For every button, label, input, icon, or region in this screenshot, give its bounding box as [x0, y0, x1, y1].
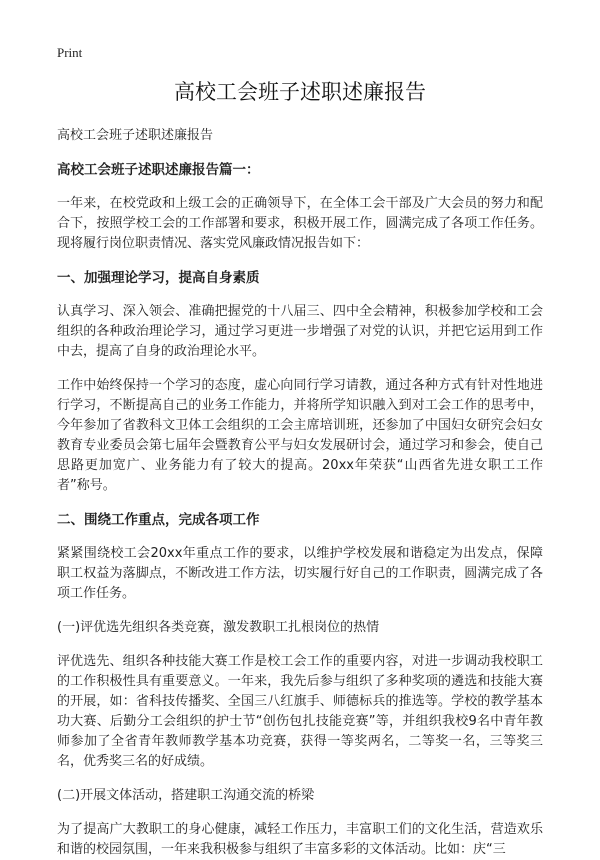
section1-paragraph-1: 认真学习、深入领会、准确把握党的十八届三、四中全会精神，积极参加学校和工会组织的各种政治理论学习，通过学习更进一步增强了对党的认识，并把它运用到工作中去，提高了自身的政治理论水平。 [57, 304, 543, 359]
document-title: 高校工会班子述职述廉报告 [174, 80, 426, 104]
subsection-heading-1: (一)评优选先组织各类竞赛，激发教职工扎根岗位的热情 [57, 620, 380, 635]
section1-paragraph-2: 工作中始终保持一个学习的态度，虚心向同行学习请教，通过各种方式有针对性地进行学习，不断提高自己的业务工作能力，并将所学知识融入到对工会工作的思考中，今年参加了省教科文卫体工会组织的工会主席培训班，还参加了中国妇女研究会妇女教育专业委员会第七届年会暨教育公平与妇女发展研讨会，通过学习和参会，使自己思路更加宽广、业务能力有了较大的提高。20xx年荣获“山西省先进女职工工作者”称号。 [57, 378, 543, 493]
section2-paragraph-1: 紧紧围绕校工会20xx年重点工作的要求，以维护学校发展和谐稳定为出发点，保障职工权益为落脚点，不断改进工作方法，切实履行好自己的工作职责，圆满完成了各项工作任务。 [57, 546, 543, 601]
part-heading: 高校工会班子述职述廉报告篇一： [57, 162, 260, 178]
section-heading-2: 二、围绕工作重点，完成各项工作 [57, 512, 260, 528]
document-subtitle: 高校工会班子述职述廉报告 [57, 128, 214, 143]
intro-paragraph: 一年来，在校党政和上级工会的正确领导下，在全体工会干部及广大会员的努力和配合下，按照学校工会的工作部署和要求，积极开展工作，圆满完成了各项工作任务。现将履行岗位职责情况、落实党风廉政情况报告如下： [57, 196, 543, 251]
subsection2-paragraph: 为了提高广大教职工的身心健康，减轻工作压力，丰富职工们的文化生活，营造欢乐和谐的校园氛围，一年来我积极参与组织了丰富多彩的文体活动。比如：庆“三 [57, 822, 543, 857]
print-link[interactable]: Print [57, 45, 83, 60]
subsection1-paragraph: 评优选先、组织各种技能大赛工作是校工会工作的重要内容，对进一步调动我校职工的工作积极性具有重要意义。一年来，我先后参与组织了多种奖项的遴选和技能大赛的开展，如：省科技传播奖、全国三八红旗手、师德标兵的推选等。学校的教学基本功大赛、后勤分工会组织的护士节“创伤包扎技能竞赛”等，并组织我校9名中青年教师参加了全省青年教师教学基本功竞赛，获得一等奖两名，二等奖一名，三等奖三名，优秀奖三名的好成绩。 [57, 654, 543, 769]
subsection-heading-2: (二)开展文体活动，搭建职工沟通交流的桥梁 [57, 788, 315, 803]
section-heading-1: 一、加强理论学习，提高自身素质 [57, 270, 260, 286]
